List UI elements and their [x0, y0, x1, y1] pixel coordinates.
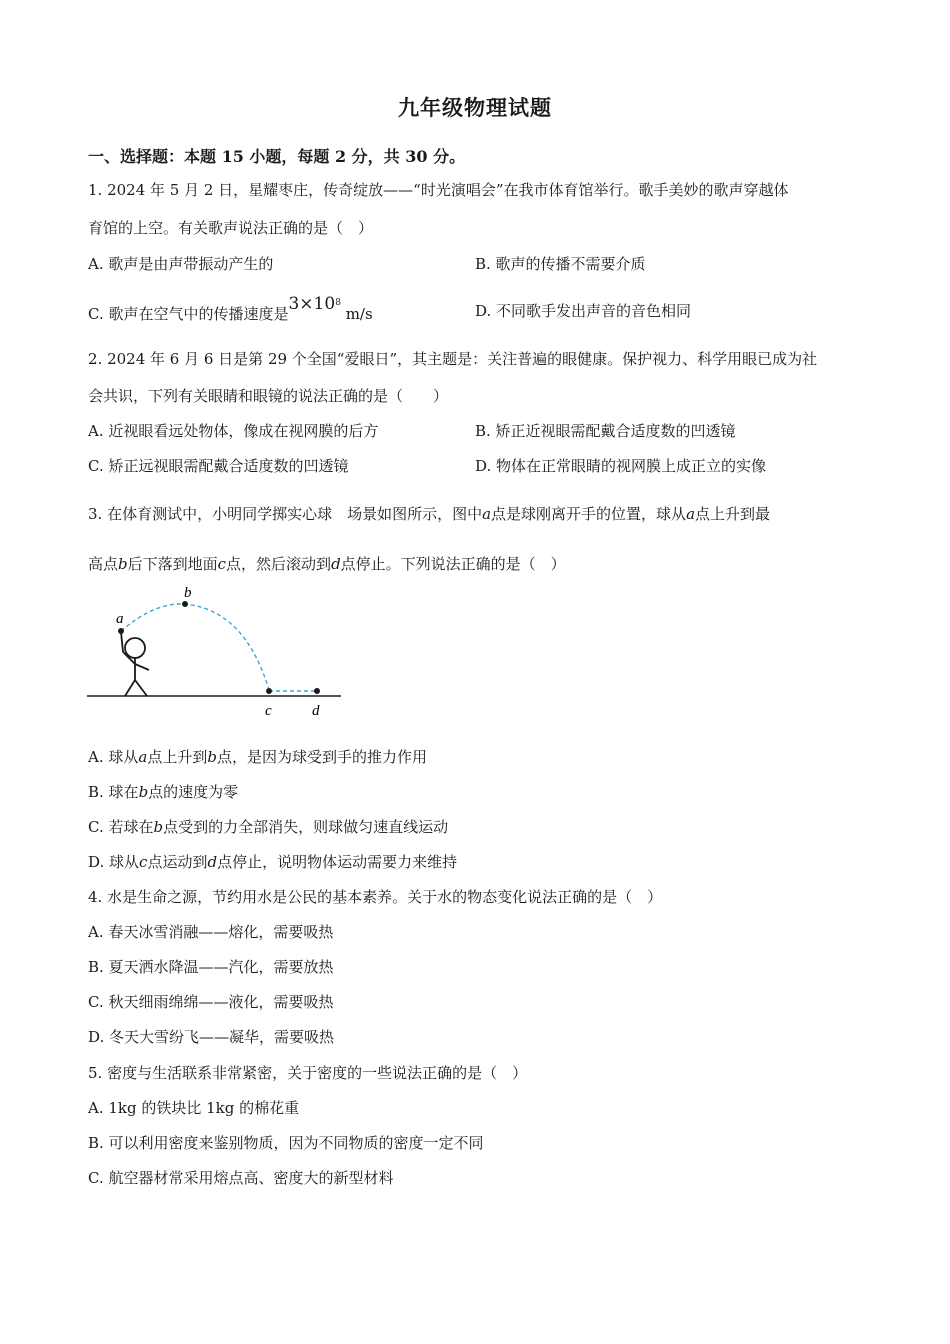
page-title: 九年级物理试题: [398, 95, 552, 120]
q2-stem-line1: 2. 2024 年 6 月 6 日是第 29 个全国“爱眼日”，其主题是：关注普遍的眼健康。保护视力、科学用眼已成为社: [88, 350, 818, 368]
q3-option-text: A. 球从: [88, 748, 139, 766]
q3-var-d: d: [331, 555, 341, 573]
q5-option-a: A. 1kg 的铁块比 1kg 的棉花重: [88, 1099, 300, 1117]
q3-var-b: b: [153, 818, 164, 836]
label-a: a: [116, 611, 124, 627]
point-d: [314, 688, 320, 694]
q3-option-d: [88, 852, 457, 872]
q2-option-c: C. 矫正远视眼需配戴合适度数的凹透镜: [88, 457, 349, 475]
q1-option-c-text: C. 歌声在空气中的传播速度是: [88, 305, 289, 323]
q4-option-c: C. 秋天细雨绵绵——液化，需要吸热: [88, 993, 334, 1011]
q3-stem-text: 后下落到地面: [127, 555, 218, 573]
q3-stem-text: 3. 在体育测试中，小明同学掷实心球 场景如图所示，图中: [88, 505, 483, 523]
stick-figure-forearm: [121, 632, 123, 652]
q1-option-a: A. 歌声是由声带振动产生的: [88, 255, 274, 273]
q3-option-text: 点，是因为球受到手的推力作用: [216, 748, 427, 766]
q4-option-a: A. 春天冰雪消融——熔化，需要吸热: [88, 923, 334, 941]
q5-stem: 5. 密度与生活联系非常紧密，关于密度的一些说法正确的是（ ）: [88, 1064, 528, 1082]
q3-stem-text: 高点: [88, 555, 119, 573]
q1-option-b: B. 歌声的传播不需要介质: [475, 255, 646, 273]
q3-option-a: [88, 747, 427, 767]
q1-option-c-exponent: 8: [335, 298, 341, 308]
q3-var-d: d: [207, 853, 218, 871]
label-c: c: [265, 703, 272, 719]
q1-stem-line2: 育馆的上空。有关歌声说法正确的是（ ）: [88, 219, 374, 237]
q3-option-b: [88, 782, 238, 802]
q4-option-d: D. 冬天大雪纷飞——凝华，需要吸热: [88, 1028, 335, 1046]
q2-stem-line2: 会共识，下列有关眼睛和眼镜的说法正确的是（ ）: [88, 387, 449, 405]
q4-option-b: B. 夏天洒水降温——汽化，需要放热: [88, 958, 334, 976]
q3-option-text: 点停止，说明物体运动需要力来维持: [217, 853, 458, 871]
q2-option-b: B. 矫正近视眼需配戴合适度数的凹透镜: [475, 422, 736, 440]
point-b: [182, 601, 188, 607]
ball-trajectory: [121, 604, 269, 690]
point-c: [266, 688, 272, 694]
q3-option-c: [88, 817, 448, 837]
q3-var-a: a: [138, 748, 148, 766]
q2-option-d: D. 物体在正常眼睛的视网膜上成正立的实像: [475, 457, 767, 475]
q1-stem-line1: 1. 2024 年 5 月 2 日，星耀枣庄，传奇绽放——“时光演唱会”在我市体育馆举行。歌手美妙的歌声穿越体: [88, 181, 789, 199]
q3-option-text: D. 球从: [88, 853, 140, 871]
q3-var-a: a: [686, 505, 696, 523]
q3-var-b: b: [118, 555, 128, 573]
q2-option-a: A. 近视眼看远处物体，像成在视网膜的后方: [88, 422, 379, 440]
q3-option-text: 点上升到: [147, 748, 208, 766]
q3-option-text: 点运动到: [147, 853, 208, 871]
q3-var-b: b: [138, 783, 149, 801]
q3-stem-line2: [88, 554, 566, 574]
shot-put-figure: [85, 582, 355, 722]
q1-option-c-unit: m/s: [345, 305, 373, 323]
q3-stem-text: 点，然后滚动到: [226, 555, 332, 573]
q3-var-c: c: [139, 853, 148, 871]
q5-option-b: B. 可以利用密度来鉴别物质，因为不同物质的密度一定不同: [88, 1134, 484, 1152]
q3-option-text: 点受到的力全部消失，则球做匀速直线运动: [163, 818, 449, 836]
q3-option-text: B. 球在: [88, 783, 139, 801]
q1-option-d: D. 不同歌手发出声音的音色相同: [475, 302, 692, 320]
q3-stem-text: 点上升到最: [695, 505, 771, 523]
q3-var-c: c: [217, 555, 227, 573]
stick-figure-leg-left: [125, 680, 135, 696]
stick-figure-head: [125, 638, 145, 658]
q3-var-a: a: [482, 505, 492, 523]
stick-figure-arm-other: [135, 664, 149, 670]
q3-var-b: b: [207, 748, 217, 766]
section-heading: 一、选择题：本题 15 小题，每题 2 分，共 30 分。: [88, 147, 466, 166]
stick-figure-leg-right: [135, 680, 147, 696]
q3-option-text: C. 若球在: [88, 818, 154, 836]
q1-option-c: [88, 294, 373, 324]
q4-stem: 4. 水是生命之源，节约用水是公民的基本素养。关于水的物态变化说法正确的是（ ）: [88, 888, 663, 906]
label-d: d: [312, 703, 320, 719]
q3-option-text: 点的速度为零: [148, 783, 239, 801]
q1-option-c-base: 3×10: [288, 294, 336, 314]
q3-stem-text: 点是球刚离开手的位置，球从: [491, 505, 687, 523]
q3-stem-line1: [88, 504, 770, 524]
label-b: b: [184, 585, 192, 601]
point-a: [118, 628, 124, 634]
q5-option-c: C. 航空器材常采用熔点高、密度大的新型材料: [88, 1169, 394, 1187]
q3-stem-text: 点停止。下列说法正确的是（ ）: [340, 555, 566, 573]
